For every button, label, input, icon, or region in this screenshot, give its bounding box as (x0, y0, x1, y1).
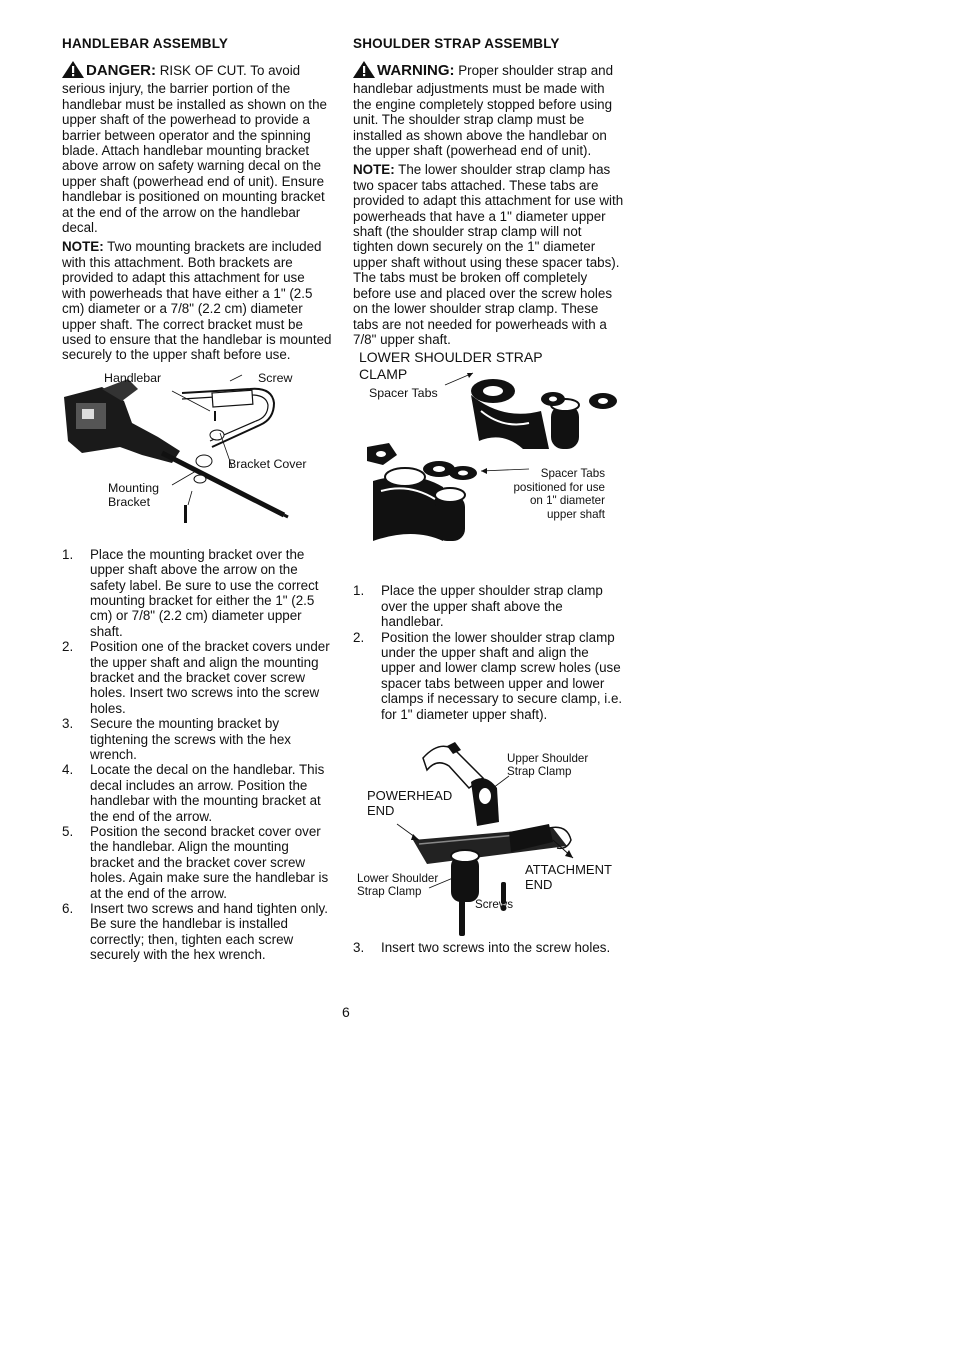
handlebar-figure (62, 367, 332, 547)
list-item: 5. Position the second bracket cover over the handlebar. Align the mounting bracket and the bracket cover screw holes. Again make sure the handlebar is at the end of the arrow. (62, 824, 329, 901)
warning-triangle-icon (353, 61, 375, 81)
list-item: 3. Secure the mounting bracket by tightening the screws with the hex wrench. (62, 716, 291, 762)
shoulder-strap-figure (353, 728, 625, 940)
left-column (62, 36, 332, 963)
left-note-word: NOTE: (62, 239, 104, 255)
shoulder-strap-step3-list (353, 940, 625, 955)
spacer-tabs-positioned-label: Spacer Tabs positioned for use on 1" diameter upper shaft (513, 467, 605, 521)
danger-text: RISK OF CUT. To avoid serious injury, the barrier portion of the handlebar must be installed as shown on the upper shaft of the powerhead to provide a barrier between operator and the spinning blade. Attach handlebar mounting bracket above arrow on safety warning decal on the upper shaft (powerhead end of unit). Ensure handlebar is positioned on mounting bracket at the end of the arrow on the handlebar decal. (62, 63, 328, 236)
mounting-bracket-label: Mounting Bracket (108, 480, 159, 509)
list-item: 4. Locate the decal on the handlebar. This decal includes an arrow. Position the handlebar with the mounting bracket at the end of the arrow. (62, 762, 325, 824)
right-note-word: NOTE: (353, 162, 395, 178)
lower-clamp-figure (353, 351, 625, 583)
right-note-text: The lower shoulder strap clamp has two spacer tabs attached. These tabs are provided to adapt this attachment for use with powerheads that have a 1" diameter upper shaft (the shoulder strap clamp will not tighten down securely on the 1" diameter upper shaft without using these spacer tabs). The tabs must be broken off completely before use and placed over the screw holes on the lower shoulder strap clamp. These tabs are not needed for powerheads with a 7/8" upper shaft. (353, 162, 624, 347)
list-item: 1. Place the mounting bracket over the upper shaft above the arrow on the safety label. Be sure to use the correct mounting bracket for either the 1" (2.5 cm) or 7/8" (2.2 cm) diameter upper shaft. (62, 546, 319, 639)
page-number: 6 (342, 1004, 350, 1020)
screw-label: Screw (258, 370, 293, 385)
shoulder-strap-heading: SHOULDER STRAP ASSEMBLY (353, 36, 560, 51)
right-column (353, 36, 625, 955)
list-item: 6. Insert two screws and hand tighten only. Be sure the handlebar is installed correctly; then, tighten each screw securely with the hex wrench. (62, 901, 328, 963)
warning-paragraph (353, 61, 625, 158)
list-item: 3. Insert two screws into the screw holes. (353, 939, 611, 955)
list-item: 2. Position one of the bracket covers under the upper shaft and align the mounting bracket and the bracket cover screw holes. Insert two screws into the screw holes. (62, 639, 330, 716)
warning-word: WARNING: (377, 62, 455, 79)
danger-triangle-icon (62, 61, 84, 81)
left-note-paragraph (62, 239, 332, 362)
handlebar-steps-list (62, 547, 332, 963)
upper-shoulder-strap-clamp-label: Upper Shoulder Strap Clamp (507, 751, 589, 779)
list-item: 1. Place the upper shoulder strap clamp over the upper shaft above the handlebar. (353, 583, 603, 630)
handlebar-assembly-heading: HANDLEBAR ASSEMBLY (62, 36, 229, 51)
danger-word: DANGER: (86, 62, 156, 79)
powerhead-end-label: POWERHEAD END (367, 787, 453, 818)
danger-paragraph (62, 61, 332, 235)
right-note-paragraph (353, 162, 625, 347)
attachment-end-label: ATTACHMENT END (525, 861, 612, 892)
warning-text: Proper shoulder strap and handlebar adjustments must be made with the engine completely stopped before using unit. The shoulder strap clamp must be installed as shown above the handlebar on the upper shaft (powerhead end of unit). (353, 63, 614, 159)
handlebar-label: Handlebar (104, 370, 162, 385)
shoulder-strap-steps-list (353, 583, 625, 722)
screws-label: Screws (475, 897, 514, 911)
lower-clamp-title: LOWER SHOULDER STRAP CLAMP (359, 349, 543, 383)
list-item: 2. Position the lower shoulder strap clamp under the upper shaft and align the upper and lower clamp screw holes (use spacer tabs between upper and lower clamps if necessary to secure clamp, i.e. for 1" diameter upper shaft). (353, 629, 623, 722)
bracket-cover-label: Bracket Cover (228, 456, 307, 471)
lower-shoulder-strap-clamp-label: Lower Shoulder Strap Clamp (357, 871, 439, 899)
spacer-tabs-label: Spacer Tabs (369, 386, 438, 401)
left-note-text: Two mounting brackets are included with this attachment. Both brackets are provided to adapt this attachment for use with powerheads that have either a 1" (2.5 cm) diameter or a 7/8" (2.2 cm) diameter upper shaft. The correct bracket must be used to ensure that the handlebar is mounted securely to the upper shaft before use. (62, 239, 332, 363)
